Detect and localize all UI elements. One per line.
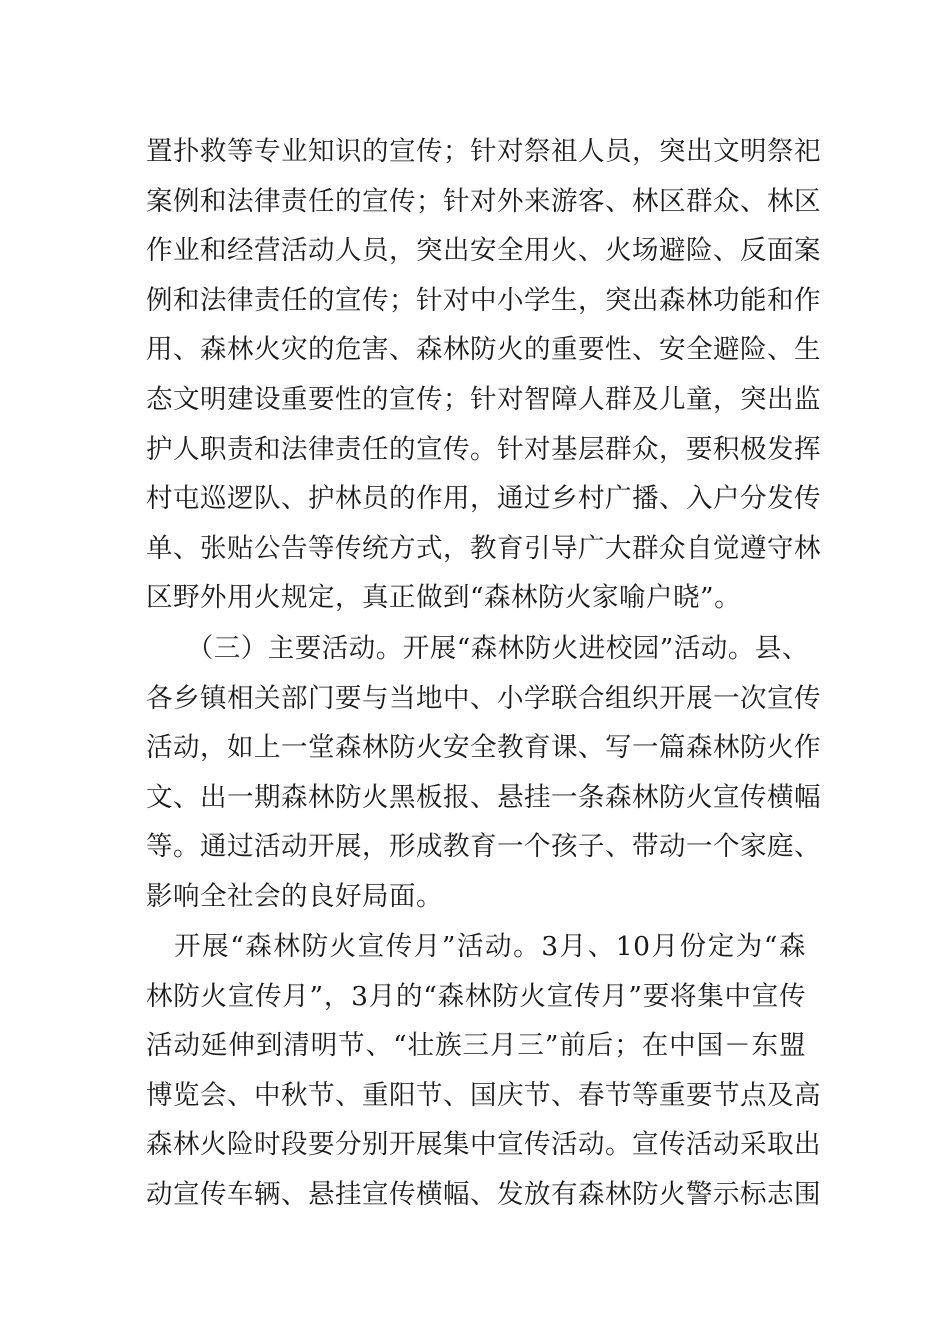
text-line: 村屯巡逻队、护林员的作用，通过乡村广播、入户分发传 xyxy=(146,483,821,515)
text-line: 用、森林火灾的危害、森林防火的重要性、安全避险、生 xyxy=(146,334,821,366)
text-line: 等。通过活动开展，形成教育一个孩子、带动一个家庭、 xyxy=(146,831,821,863)
text-line: （三）主要活动。开展“森林防火进校园”活动。县、 xyxy=(146,633,809,664)
text-line: 案例和法律责任的宣传；针对外来游客、林区群众、林区 xyxy=(146,185,821,217)
text-line: 单、张贴公告等传统方式，教育引导广大群众自觉遵守林 xyxy=(146,532,821,564)
text-line: 活动，如上一堂森林防火安全教育课、写一篇森林防火作 xyxy=(146,732,821,764)
text-line: 影响全社会的良好局面。 xyxy=(146,880,443,912)
paragraph-publicity-targets xyxy=(146,127,821,623)
text-line: 开展“森林防火宣传月”活动。3月、10月份定为“森 xyxy=(146,931,806,962)
text-line: 各乡镇相关部门要与当地中、小学联合组织开展一次宣传 xyxy=(146,682,821,714)
text-line: 作业和经营活动人员，突出安全用火、火场避险、反面案 xyxy=(146,235,821,267)
text-line: 区野外用火规定，真正做到“森林防火家喻户晓”。 xyxy=(146,582,742,614)
text-line: 态文明建设重要性的宣传；针对智障人群及儿童，突出监 xyxy=(146,383,821,415)
paragraph-publicity-month xyxy=(146,922,821,1220)
text-line: 博览会、中秋节、重阳节、国庆节、春节等重要节点及高 xyxy=(146,1079,821,1111)
text-line: 例和法律责任的宣传；针对中小学生，突出森林功能和作 xyxy=(146,284,821,316)
text-line: 活动延伸到清明节、“壮族三月三”前后；在中国－东盟 xyxy=(146,1030,806,1062)
text-line: 动宣传车辆、悬挂宣传横幅、发放有森林防火警示标志围 xyxy=(146,1178,821,1210)
text-line: 森林火险时段要分别开展集中宣传活动。宣传活动采取出 xyxy=(146,1129,821,1161)
text-line: 文、出一期森林防火黑板报、悬挂一条森林防火宣传横幅 xyxy=(146,781,821,813)
text-line: 护人职责和法律责任的宣传。针对基层群众，要积极发挥 xyxy=(146,433,821,465)
paragraph-main-activities xyxy=(146,624,821,922)
text-line: 林防火宣传月”，3月的“森林防火宣传月”要将集中宣传 xyxy=(146,980,806,1012)
text-line: 置扑救等专业知识的宣传；针对祭祖人员，突出文明祭祀 xyxy=(146,136,821,167)
